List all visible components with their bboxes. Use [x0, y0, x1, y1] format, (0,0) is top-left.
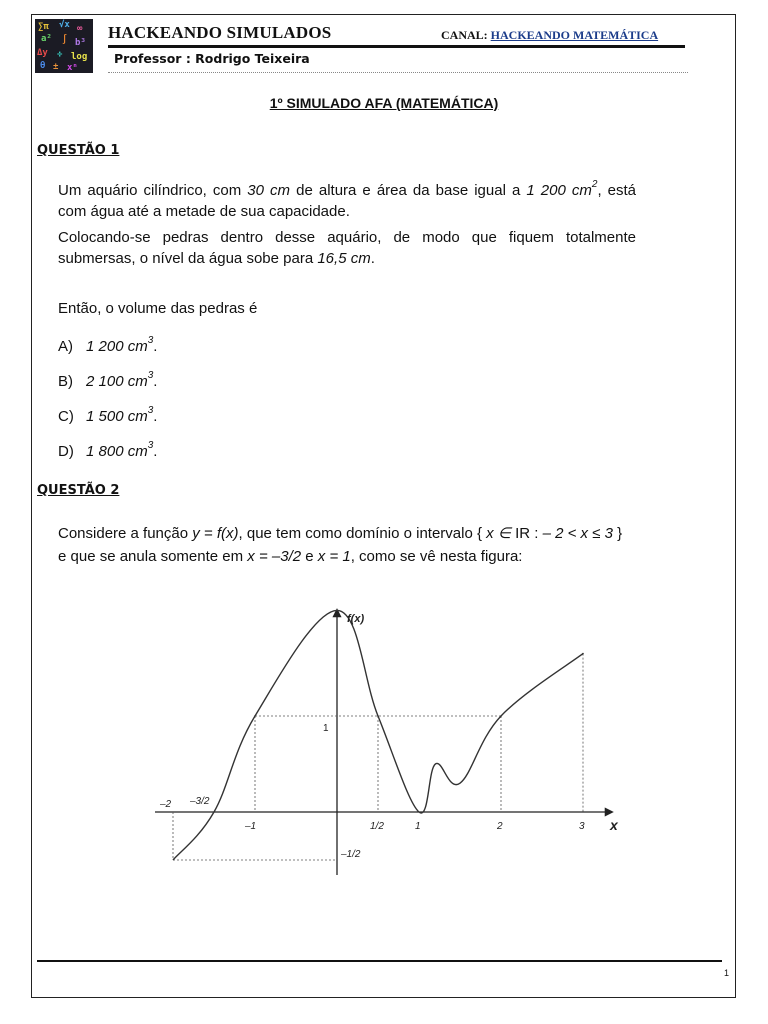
- question-1-label: QUESTÃO 1: [37, 143, 120, 158]
- x-tick-half: 1/2: [370, 821, 384, 832]
- option-exponent: 3: [147, 370, 154, 381]
- y-tick-neg-half: –1/2: [341, 849, 361, 860]
- y-axis-label: f(x): [347, 613, 365, 625]
- function-graph: [140, 600, 640, 890]
- channel-link[interactable]: HACKEANDO MATEMÁTICA: [490, 28, 659, 42]
- option-value-text: 2 100 cm: [86, 373, 148, 390]
- y-tick-1: 1: [323, 723, 329, 734]
- question-1-prompt: Então, o volume das pedras é: [58, 300, 258, 317]
- x-tick-neg1: –1: [245, 821, 257, 832]
- option-letter: A): [58, 338, 73, 355]
- x-tick-2: 2: [497, 821, 503, 832]
- x-axis-label: x: [610, 817, 618, 833]
- q2-zero-1: x = –3/2: [247, 548, 302, 565]
- footer-divider: [37, 960, 722, 962]
- q1-height: 30 cm: [247, 182, 291, 199]
- option-value-text: 1 800 cm: [86, 443, 148, 460]
- header-divider: [108, 45, 685, 48]
- q1-text: Um aquário cilíndrico, com: [58, 182, 248, 199]
- option-a[interactable]: [58, 335, 158, 355]
- option-value: [86, 405, 158, 425]
- x-tick-1: 1: [415, 821, 421, 832]
- q1-level: 16,5 cm: [317, 250, 371, 267]
- q1-area: [526, 179, 598, 199]
- question-2-statement-1: [58, 524, 622, 542]
- exam-title-text: 1º SIMULADO AFA (MATEMÁTICA): [269, 95, 499, 111]
- q2-text: , que tem como domínio o intervalo {: [238, 525, 487, 542]
- option-exponent: 3: [147, 335, 154, 346]
- option-c[interactable]: [58, 405, 158, 425]
- q1-area-value: 1 200 cm: [526, 182, 592, 199]
- professor-name: Professor : Rodrigo Teixeira: [114, 51, 310, 66]
- option-end: .: [153, 408, 158, 425]
- option-letter: B): [58, 373, 73, 390]
- channel-prefix: CANAL:: [441, 28, 488, 42]
- q2-zero-2: x = 1: [317, 548, 351, 565]
- option-end: .: [153, 443, 158, 460]
- q2-text: }: [612, 525, 623, 542]
- q1-text: , está com água até a metade de sua capacidade.: [58, 182, 637, 220]
- x-tick-3: 3: [579, 821, 585, 832]
- option-value: [86, 370, 158, 390]
- option-end: .: [153, 373, 158, 390]
- option-letter: D): [58, 443, 74, 460]
- q2-function: y = f(x): [192, 525, 239, 542]
- q2-text: e que se anula somente em: [58, 548, 248, 565]
- q2-text: IR :: [510, 525, 543, 542]
- curve-point: [500, 715, 502, 717]
- option-end: .: [153, 338, 158, 355]
- question-2-statement-2: [58, 548, 522, 565]
- option-value-text: 1 500 cm: [86, 408, 148, 425]
- x-tick-neg2: –2: [160, 799, 172, 810]
- question-1-statement-1: [58, 180, 636, 222]
- channel-logo: ∑π √x ∞ a² ∫ b³ Δy ÷ log θ ± xⁿ: [35, 19, 93, 73]
- brand-title: HACKEANDO SIMULADOS: [108, 23, 332, 42]
- dotted-divider: [108, 72, 688, 73]
- q1-text: .: [370, 250, 375, 267]
- option-value: [86, 440, 158, 460]
- option-value-text: 1 200 cm: [86, 338, 148, 355]
- q1-text: Colocando-se pedras dentro desse aquário, de modo que fiquem totalmente submersas, o nível da água sobe para: [58, 229, 636, 267]
- exam-title: [0, 95, 768, 111]
- curve-point: [254, 715, 256, 717]
- option-d[interactable]: [58, 440, 158, 460]
- option-letter: C): [58, 408, 74, 425]
- option-exponent: 3: [147, 405, 154, 416]
- question-1-statement-2: [58, 227, 636, 269]
- question-2-label: QUESTÃO 2: [37, 483, 120, 498]
- page-number: 1: [724, 968, 730, 978]
- q1-area-exponent: 2: [591, 179, 598, 190]
- curve-point: [377, 715, 379, 717]
- q2-text: , como se vê nesta figura:: [350, 548, 523, 565]
- curve-point: [582, 653, 584, 655]
- q2-domain: – 2 < x ≤ 3: [542, 525, 613, 542]
- option-b[interactable]: [58, 370, 158, 390]
- option-exponent: 3: [147, 440, 154, 451]
- option-value: [86, 335, 158, 355]
- channel-label: [441, 28, 658, 43]
- q2-text: Considere a função: [58, 525, 193, 542]
- q1-text: de altura e área da base igual a: [290, 182, 527, 199]
- q2-text: e: [301, 548, 318, 565]
- q2-set-var: x ∈: [486, 525, 511, 542]
- x-tick-neg3half: –3/2: [190, 796, 210, 807]
